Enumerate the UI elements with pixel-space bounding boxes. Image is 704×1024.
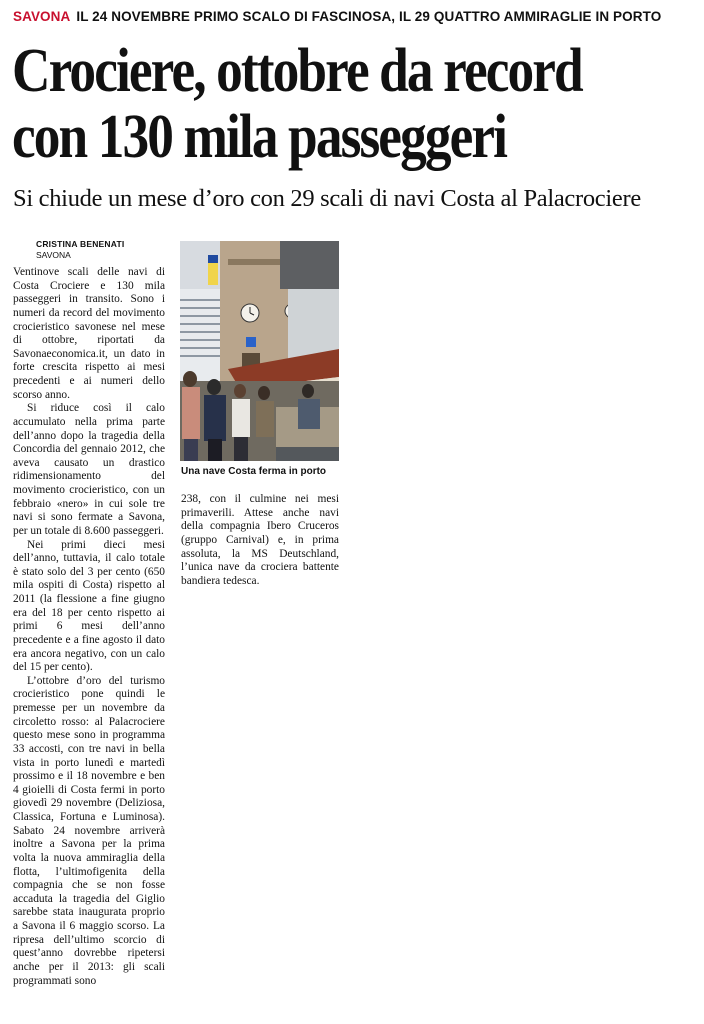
kicker-text: IL 24 NOVEMBRE PRIMO SCALO DI FASCINOSA, IL 29 QUATTRO AMMIRAGLIE IN PORTO: [76, 9, 662, 24]
article-column-2: [181, 493, 339, 593]
paragraph-5: 238, con il culmine nei mesi primaverili. Attese anche navi della compagnia Ibero Cruceros (gruppo Carnival) e, in prima assoluta, la MS Deutschland, l’unica nave da crociera battente bandiera tedesca.: [181, 493, 339, 587]
paragraph-4: L’ottobre d’oro del turismo crocieristico pone quindi le premesse per un novembre da circoletto rosso: al Palacrociere questo mese sono in programma 33 accosti, con tre navi in bella vista in porto lunedì e martedì prossimo e il 18 novembre e ben 4 gioielli di Costa fermi in porto giovedì 29 novembre (Deliziosa, Classica, Fortuna e Luminosa). Sabato 24 novembre arriverà inoltre a Savona per la prima volta la nuova ammiraglia della flotta, l’ultimofigenita della compagnia che se non fosse accaduta la tragedia del Giglio sarebbe stata inaugurata proprio a Savona il 6 maggio scorso. La ripresa dell’ultimo scorcio di quest’anno dovrebbe ripetersi anche per il 2013: gli scali programmati sono: [13, 674, 165, 987]
paragraph-3: Nei primi dieci mesi dell’anno, tuttavia, il calo totale è stato solo del 3 per cento (650 mila ospiti di Costa) rispetto al 2011 (la flessione a fine giugno era del 18 per cento rispetto ai primi 6 mesi dell’anno precedente e a fine agosto il dato era ancora negativo, con un calo del 15 per cento).: [13, 538, 165, 674]
port-photo-image: [180, 241, 339, 461]
paragraph-1: Ventinove scali delle navi di Costa Crociere e 130 mila passeggeri in transito. Sono i numeri da record del movimento crocieristico savonese nel mese di ottobre, riportati da Savonaeconomica.it, un dato in forte crescita rispetto ai mesi precedenti e ai numeri dello scorso anno.: [13, 266, 165, 401]
article-column-1: [13, 266, 165, 1016]
kicker: [13, 9, 661, 24]
photo-caption: Una nave Costa ferma in porto: [181, 466, 327, 477]
headline-line-2: con 130 mila passeggeri: [12, 103, 507, 171]
paragraph-2: Si riduce così il calo accumulato nella prima parte dell’anno dopo la tragedia della Concordia del gennaio 2012, che aveva causato un drastico ridimensionamento del movimento crocieristico, con un febbraio «nero» in cui sole tre navi si sono fermate a Savona, per un totale di 8.600 passeggeri.: [13, 402, 165, 537]
byline-place: SAVONA: [36, 250, 71, 260]
kicker-location: SAVONA: [13, 9, 71, 24]
subheadline: Si chiude un mese d’oro con 29 scali di navi Costa al Palacrociere: [13, 185, 641, 212]
byline-author: CRISTINA BENENATI: [36, 239, 125, 249]
headline: [12, 38, 605, 170]
port-photo: [180, 241, 339, 461]
headline-line-1: Crociere, ottobre da record: [12, 37, 582, 105]
